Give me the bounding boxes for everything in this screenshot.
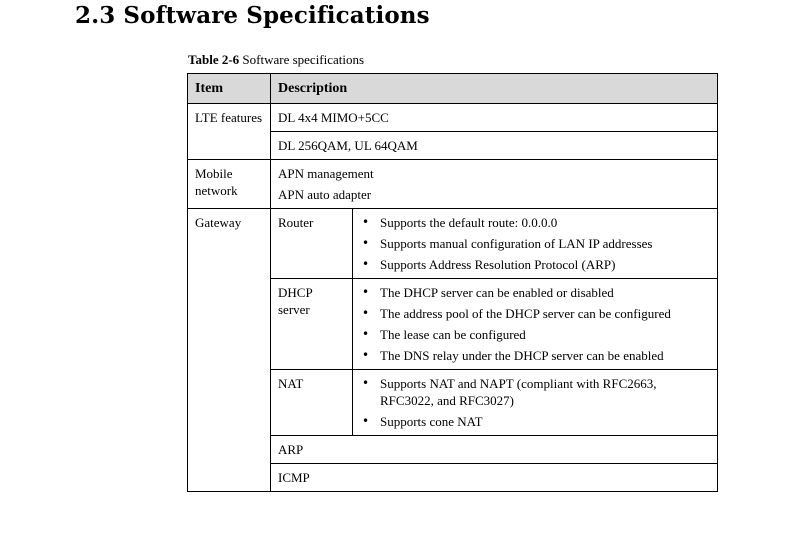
list-item: • Supports manual configuration of LAN IP addresses [360, 235, 710, 252]
table-row [188, 160, 718, 209]
lte-feature-2: DL 256QAM, UL 64QAM [271, 132, 718, 160]
list-item: • The DHCP server can be enabled or disabled [360, 284, 710, 301]
list-item: • The address pool of the DHCP server can be configured [360, 305, 710, 322]
mobile-line-2: APN auto adapter [278, 187, 372, 202]
mobile-line-1: APN management [278, 166, 374, 181]
list-item: • Supports NAT and NAPT (compliant with RFC2663, RFC3022, and RFC3027) [360, 375, 710, 409]
item-gateway: Gateway [188, 209, 271, 492]
lte-feature-1: DL 4x4 MIMO+5CC [271, 104, 718, 132]
dhcp-bullet-list [360, 284, 710, 364]
list-item: • Supports cone NAT [360, 413, 710, 430]
gateway-router-details [353, 209, 718, 279]
router-bullet-list [360, 214, 710, 273]
mobile-network-description [271, 160, 718, 209]
section-heading: 2.3 Software Specifications [75, 2, 430, 29]
software-spec-table [187, 73, 718, 492]
table-row [188, 104, 718, 132]
item-mobile-network: Mobile network [188, 160, 271, 209]
table-caption-number: Table 2-6 [188, 52, 240, 67]
table-caption-title: Software specifications [242, 52, 365, 67]
gateway-dhcp-label: DHCP server [271, 279, 353, 370]
gateway-router-label: Router [271, 209, 353, 279]
nat-bullet-list [360, 375, 710, 430]
list-item: • The lease can be configured [360, 326, 710, 343]
list-item: • Supports Address Resolution Protocol (ARP) [360, 256, 710, 273]
gateway-dhcp-details [353, 279, 718, 370]
gateway-nat-details [353, 370, 718, 436]
item-lte-features: LTE features [188, 104, 271, 160]
gateway-nat-label: NAT [271, 370, 353, 436]
header-item: Item [188, 74, 271, 104]
gateway-icmp: ICMP [271, 464, 718, 492]
list-item: • The DNS relay under the DHCP server can be enabled [360, 347, 710, 364]
list-item: • Supports the default route: 0.0.0.0 [360, 214, 710, 231]
header-description: Description [271, 74, 718, 104]
table-caption [188, 52, 364, 68]
table-row [188, 209, 718, 279]
gateway-arp: ARP [271, 436, 718, 464]
table-header-row [188, 74, 718, 104]
